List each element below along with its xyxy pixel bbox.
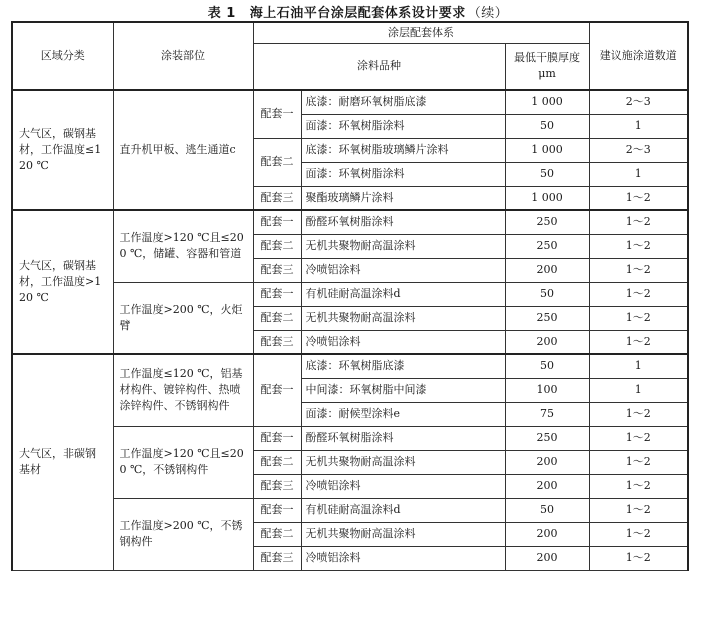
product-cell: 面漆：环氧树脂涂料 [301,114,505,138]
region-cell [12,354,113,570]
product-cell: 酚醛环氧树脂涂料 [301,210,505,234]
table-row [12,354,688,378]
product-cell: 无机共聚物耐高温涂料 [301,522,505,546]
dft-cell: 50 [505,354,589,378]
table-row [12,90,688,114]
coats-cell: 1～2 [589,282,688,306]
part-cell [113,354,253,426]
config-cell: 配套一 [253,210,301,234]
dft-cell: 1 000 [505,90,589,114]
coats-cell: 1～2 [589,546,688,570]
part-cell [113,498,253,570]
product-cell: 冷喷铝涂料 [301,474,505,498]
dft-cell: 250 [505,234,589,258]
config-cell: 配套三 [253,186,301,210]
config-cell: 配套二 [253,306,301,330]
region-cell [12,210,113,354]
table-row [12,210,688,234]
table-row [12,426,688,450]
dft-cell: 50 [505,498,589,522]
header-dft-unit: μm [538,67,556,81]
header-product: 涂料品种 [253,43,505,90]
product-cell: 底漆：环氧树脂玻璃鳞片涂料 [301,138,505,162]
coats-cell: 2～3 [589,138,688,162]
coats-cell: 1～2 [589,210,688,234]
coats-cell: 1 [589,354,688,378]
product-cell: 底漆：环氧树脂底漆 [301,354,505,378]
part-text: 工作温度≤120 ℃，铝基材构件、镀锌构件、热喷涂锌构件、不锈钢构件 [119,367,243,413]
coats-cell: 1 [589,114,688,138]
header-system: 涂层配套体系 [253,22,589,43]
product-cell: 无机共聚物耐高温涂料 [301,234,505,258]
config-cell: 配套三 [253,258,301,282]
dft-cell: 1 000 [505,186,589,210]
dft-cell: 50 [505,162,589,186]
config-cell: 配套二 [253,522,301,546]
part-text: 工作温度>200 ℃，火炬臂 [119,302,243,332]
coats-cell: 1～2 [589,522,688,546]
config-cell: 配套二 [253,450,301,474]
part-text: 工作温度>120 ℃且≤200 ℃，储罐、容器和管道 [119,231,244,261]
config-cell: 配套三 [253,474,301,498]
product-cell: 面漆：耐候型涂料e [301,402,505,426]
config-cell: 配套一 [253,426,301,450]
header-region: 区域分类 [12,22,113,90]
product-cell: 底漆：耐磨环氧树脂底漆 [301,90,505,114]
product-cell: 无机共聚物耐高温涂料 [301,450,505,474]
dft-cell: 200 [505,546,589,570]
dft-cell: 250 [505,426,589,450]
product-cell: 酚醛环氧树脂涂料 [301,426,505,450]
coats-cell: 1 [589,378,688,402]
coats-cell: 1～2 [589,234,688,258]
coats-cell: 1～2 [589,306,688,330]
dft-cell: 200 [505,330,589,354]
header-dft-label: 最低干膜厚度 [514,51,580,65]
region-text: 大气区，非碳钢基材 [19,447,96,477]
dft-cell: 200 [505,450,589,474]
product-cell: 中间漆：环氧树脂中间漆 [301,378,505,402]
config-cell: 配套一 [253,354,301,426]
product-cell: 面漆：环氧树脂涂料 [301,162,505,186]
coating-system-table [11,21,689,571]
config-cell: 配套一 [253,90,301,138]
dft-cell: 75 [505,402,589,426]
product-cell: 有机硅耐高温涂料d [301,498,505,522]
coats-cell: 1 [589,162,688,186]
dft-cell: 250 [505,306,589,330]
table-number: 表 1 [207,6,236,21]
header-part: 涂装部位 [113,22,253,90]
config-cell: 配套二 [253,138,301,186]
dft-cell: 200 [505,474,589,498]
dft-cell: 200 [505,258,589,282]
dft-cell: 100 [505,378,589,402]
dft-cell: 250 [505,210,589,234]
part-cell [113,90,253,210]
coats-cell: 1～2 [589,330,688,354]
coats-cell: 1～2 [589,402,688,426]
table-title-suffix: （续） [467,6,509,21]
coats-cell: 2～3 [589,90,688,114]
config-cell: 配套三 [253,546,301,570]
table-body [12,90,688,570]
config-cell: 配套一 [253,498,301,522]
table-row [12,498,688,522]
header-dft [505,43,589,90]
config-cell: 配套一 [253,282,301,306]
dft-cell: 50 [505,114,589,138]
part-text: 直升机甲板、逃生通道c [119,143,236,156]
product-cell: 冷喷铝涂料 [301,258,505,282]
product-cell: 冷喷铝涂料 [301,546,505,570]
product-cell: 聚酯玻璃鳞片涂料 [301,186,505,210]
config-cell: 配套二 [253,234,301,258]
header-coats [589,22,688,90]
coats-cell: 1～2 [589,186,688,210]
region-text: 大气区，碳钢基材，工作温度>120 ℃ [19,259,102,304]
dft-cell: 1 000 [505,138,589,162]
part-cell [113,426,253,498]
product-cell: 无机共聚物耐高温涂料 [301,306,505,330]
part-text: 工作温度>200 ℃，不锈钢构件 [119,519,243,548]
coats-cell: 1～2 [589,426,688,450]
product-cell: 冷喷铝涂料 [301,330,505,354]
config-cell: 配套三 [253,330,301,354]
table-row [12,282,688,306]
coats-cell: 1～2 [589,450,688,474]
part-cell [113,210,253,282]
coats-cell: 1～2 [589,498,688,522]
table-title-text: 海上石油平台涂层配套体系设计要求 [249,6,466,21]
table-title [0,2,716,21]
product-cell: 有机硅耐高温涂料d [301,282,505,306]
region-cell [12,90,113,210]
region-text: 大气区，碳钢基材，工作温度≤120 ℃ [19,127,102,172]
part-cell [113,282,253,354]
coats-cell: 1～2 [589,258,688,282]
coats-cell: 1～2 [589,474,688,498]
part-text: 工作温度>120 ℃且≤200 ℃，不锈钢构件 [119,447,244,476]
dft-cell: 50 [505,282,589,306]
header-coats-text: 建议施涂道数道 [599,49,677,62]
dft-cell: 200 [505,522,589,546]
